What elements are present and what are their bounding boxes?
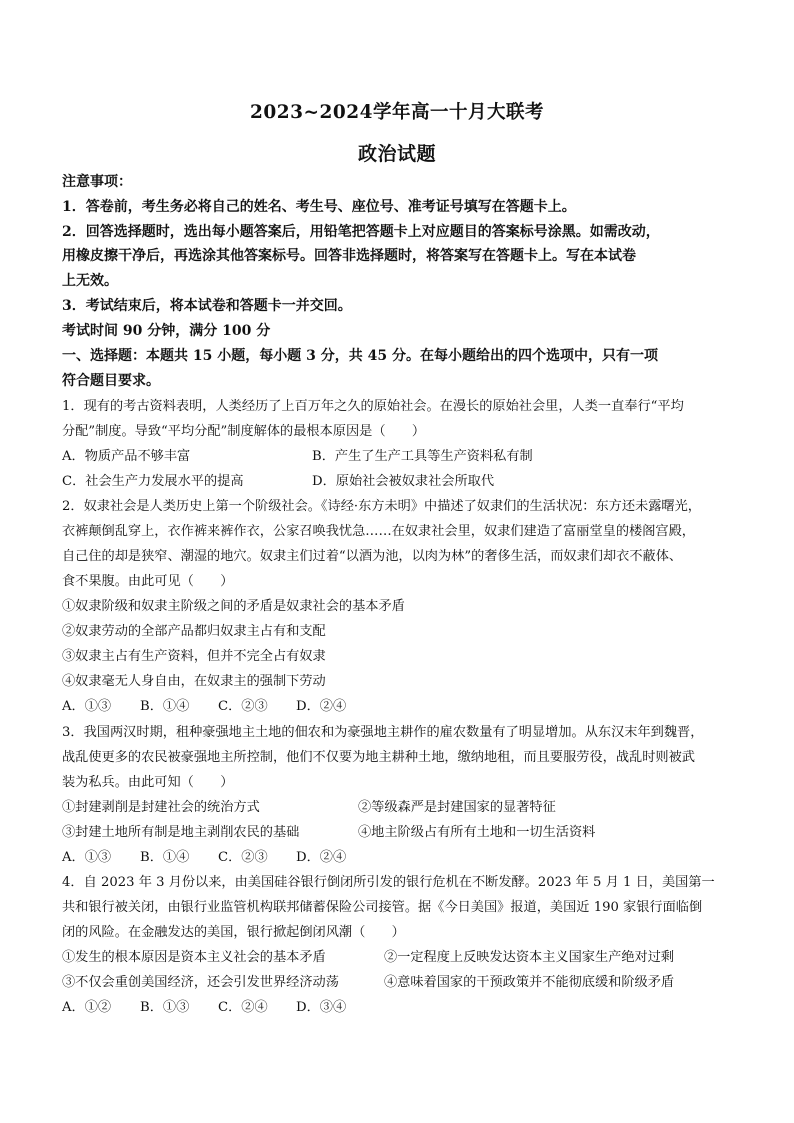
q2-options xyxy=(62,697,346,717)
q4-option-b: B．①③ xyxy=(140,1000,190,1015)
q3-statement-3: ③封建土地所有制是地主剥削农民的基础 xyxy=(62,825,300,840)
q2-option-b: B．①④ xyxy=(140,699,190,714)
section-heading: 一、选择题：本题共 15 小题，每小题 3 分，共 45 分。在每小题给出的四个选项中，只有一项 xyxy=(62,348,658,364)
q3-options xyxy=(62,848,346,868)
q4-statement-1: ①发生的根本原因是资本主义社会的基本矛盾 xyxy=(62,950,326,965)
q1-option-c: C．社会生产力发展水平的提高 xyxy=(62,474,244,489)
q2-stem-line-3: 自己住的却是狭窄、潮湿的地穴。奴隶主们过着“以酒为池，以肉为林”的奢侈生活，而奴隶们却衣不蔽体、 xyxy=(62,549,683,564)
q4-stem-line-2: 共和银行被关闭，由银行业监管机构联邦储蓄保险公司接管。据《今日美国》报道，美国近 190 家银行面临倒 xyxy=(62,900,703,915)
notice-item-2: 2．回答选择题时，选出每小题答案后，用铅笔把答题卡上对应题目的答案标号涂黑。如需改动， xyxy=(62,224,660,240)
notice-item-1: 1．答卷前，考生务必将自己的姓名、考生号、座位号、准考证号填写在答题卡上。 xyxy=(62,199,576,215)
q2-option-c: C．②③ xyxy=(218,699,268,714)
q2-statement-1: ①奴隶阶级和奴隶主阶级之间的矛盾是奴隶社会的基本矛盾 xyxy=(62,599,405,614)
subject-title: 政治试题 xyxy=(357,143,436,165)
q3-option-c: C．②③ xyxy=(218,850,268,865)
q4-option-d: D．③④ xyxy=(296,1000,347,1015)
q4-statement-2: ②一定程度上反映发达资本主义国家生产绝对过剩 xyxy=(384,950,675,965)
q3-statement-2: ②等级森严是封建国家的显著特征 xyxy=(358,800,556,815)
q1-stem-line-1: 1．现有的考古资料表明，人类经历了上百万年之久的原始社会。在漫长的原始社会里，人类一直奉行“平均 xyxy=(62,399,684,414)
q3-stem-line-2: 战乱使更多的农民被豪强地主所控制，他们不仅要为地主耕种土地，缴纳地租，而且要服劳役，战乱时则被武 xyxy=(62,750,695,765)
q4-options xyxy=(62,998,346,1018)
q2-statement-4: ④奴隶毫无人身自由，在奴隶主的强制下劳动 xyxy=(62,674,326,689)
notice-item-3: 3．考试结束后，将本试卷和答题卡一并交回。 xyxy=(62,298,352,314)
q4-option-c: C．②④ xyxy=(218,1000,268,1015)
q4-stem-line-3: 闭的风险。在金融发达的美国，银行掀起倒闭风潮（ ） xyxy=(62,925,405,940)
q4-stem-line-1: 4．自 2023 年 3 月份以来，由美国硅谷银行倒闭所引发的银行危机在不断发酵。2023 年 5 月 1 日，美国第一 xyxy=(62,875,715,890)
q2-stem-line-2: 衣裤颠倒乱穿上，衣作裤来裤作衣，公家召唤我忧急……在奴隶社会里，奴隶们建造了富丽堂皇的楼阁宫殿， xyxy=(62,524,695,539)
q3-option-a: A．①③ xyxy=(62,850,112,865)
notice-item-2-cont: 用橡皮擦干净后，再选涂其他答案标号。回答非选择题时，将答案写在答题卡上。写在本试卷 xyxy=(62,248,636,264)
q4-option-a: A．①② xyxy=(62,1000,112,1015)
q1-option-d: D．原始社会被奴隶社会所取代 xyxy=(312,474,495,489)
q2-stem-line-1: 2．奴隶社会是人类历史上第一个阶级社会。《诗经·东方未明》中描述了奴隶们的生活状况：东方还未露曙光， xyxy=(62,499,701,514)
q3-statement-1: ①封建剥削是封建社会的统治方式 xyxy=(62,800,260,815)
q3-option-d: D．②④ xyxy=(296,850,347,865)
q2-statement-2: ②奴隶劳动的全部产品都归奴隶主占有和支配 xyxy=(62,624,326,639)
q3-statement-4: ④地主阶级占有所有土地和一切生活资料 xyxy=(358,825,596,840)
section-heading-cont: 符合题目要求。 xyxy=(62,373,160,389)
q2-statement-3: ③奴隶主占有生产资料，但并不完全占有奴隶 xyxy=(62,649,326,664)
notice-item-2-end: 上无效。 xyxy=(62,273,118,289)
q2-option-d: D．②④ xyxy=(296,699,347,714)
notice-heading: 注意事项： xyxy=(62,174,132,190)
q3-stem-line-1: 3．我国两汉时期，租种豪强地主土地的佃农和为豪强地主耕作的雇农数量有了明显增加。从东汉末年到魏晋， xyxy=(62,725,704,740)
q4-statement-4: ④意味着国家的干预政策并不能彻底缓和阶级矛盾 xyxy=(384,975,675,990)
exam-title: 2023~2024学年高一十月大联考 xyxy=(250,102,544,123)
q1-option-b: B．产生了生产工具等生产资料私有制 xyxy=(312,449,533,464)
q1-option-a: A．物质产品不够丰富 xyxy=(62,449,191,464)
exam-time: 考试时间 90 分钟，满分 100 分 xyxy=(62,323,271,339)
q3-option-b: B．①④ xyxy=(140,850,190,865)
q2-option-a: A．①③ xyxy=(62,699,112,714)
q3-stem-line-3: 装为私兵。由此可知（ ） xyxy=(62,775,234,790)
q1-stem-line-2: 分配”制度。导致“平均分配”制度解体的最根本原因是（ ） xyxy=(62,424,426,439)
q4-statement-3: ③不仅会重创美国经济，还会引发世界经济动荡 xyxy=(62,975,339,990)
q2-stem-line-4: 食不果腹。由此可见（ ） xyxy=(62,574,234,589)
